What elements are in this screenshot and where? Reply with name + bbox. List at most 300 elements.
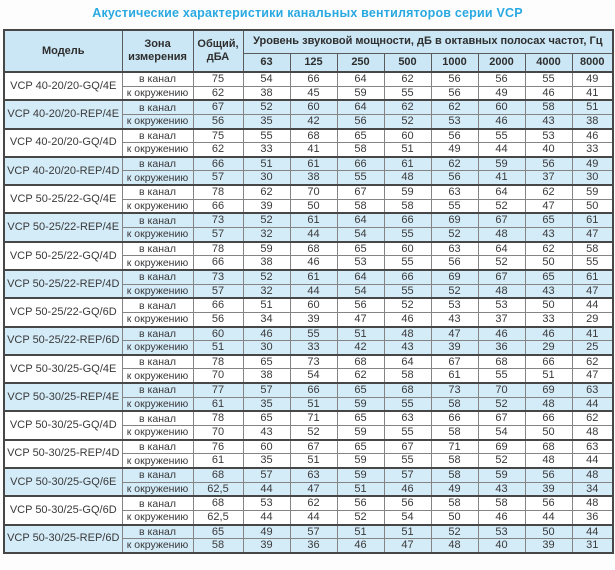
total-dba-cell: 68 [193, 468, 243, 482]
level-cell: 62 [525, 185, 572, 199]
level-cell: 39 [243, 199, 290, 213]
level-cell: 47 [337, 312, 384, 326]
level-cell: 61 [572, 270, 613, 284]
level-cell: 62 [243, 185, 290, 199]
level-cell: 59 [337, 397, 384, 411]
level-cell: 44 [572, 397, 613, 411]
level-cell: 43 [525, 228, 572, 242]
fan-row-in-duct [4, 440, 613, 454]
level-cell: 59 [243, 242, 290, 256]
level-cell: 58 [431, 468, 478, 482]
level-cell: 52 [478, 199, 525, 213]
total-dba-cell: 61 [193, 454, 243, 468]
total-dba-cell: 75 [193, 72, 243, 86]
level-cell: 46 [572, 129, 613, 143]
model-cell: VCP 50-30/25-REP/6D [4, 525, 122, 553]
level-cell: 70 [290, 185, 337, 199]
level-cell: 56 [431, 86, 478, 100]
level-cell: 58 [431, 454, 478, 468]
model-cell: VCP 50-30/25-GQ/6E [4, 468, 122, 496]
zone-cell: в канал [122, 298, 193, 312]
zone-cell: в канал [122, 440, 193, 454]
level-cell: 46 [243, 327, 290, 341]
level-cell: 69 [478, 440, 525, 454]
level-cell: 39 [525, 482, 572, 496]
zone-cell: в канал [122, 185, 193, 199]
level-cell: 54 [384, 510, 431, 524]
level-cell: 33 [290, 341, 337, 355]
model-cell: VCP 50-30/25-GQ/6D [4, 496, 122, 524]
level-cell: 55 [384, 256, 431, 270]
level-cell: 58 [431, 397, 478, 411]
level-cell: 51 [384, 525, 431, 539]
level-cell: 52 [431, 525, 478, 539]
fan-row-in-duct [4, 185, 613, 199]
model-cell: VCP 50-30/25-GQ/4E [4, 355, 122, 383]
level-cell: 48 [572, 426, 613, 440]
level-cell: 52 [337, 510, 384, 524]
level-cell: 69 [431, 270, 478, 284]
level-cell: 62 [431, 100, 478, 114]
level-cell: 38 [572, 114, 613, 128]
level-cell: 70 [478, 383, 525, 397]
level-cell: 55 [243, 129, 290, 143]
level-cell: 63 [572, 440, 613, 454]
level-cell: 73 [290, 355, 337, 369]
level-cell: 48 [431, 539, 478, 553]
header-freq-63: 63 [243, 53, 290, 72]
level-cell: 62 [290, 496, 337, 510]
level-cell: 46 [290, 256, 337, 270]
level-cell: 66 [431, 411, 478, 425]
model-cell: VCP 50-25/22-GQ/4D [4, 242, 122, 270]
model-cell: VCP 40-20/20-REP/4D [4, 157, 122, 185]
level-cell: 55 [525, 72, 572, 86]
level-cell: 46 [478, 327, 525, 341]
total-dba-cell: 62 [193, 143, 243, 157]
level-cell: 62 [572, 411, 613, 425]
total-dba-cell: 66 [193, 199, 243, 213]
level-cell: 65 [337, 129, 384, 143]
level-cell: 67 [337, 185, 384, 199]
level-cell: 56 [431, 129, 478, 143]
total-dba-cell: 61 [193, 397, 243, 411]
total-dba-cell: 62 [193, 86, 243, 100]
level-cell: 51 [290, 397, 337, 411]
level-cell: 65 [243, 355, 290, 369]
level-cell: 55 [384, 397, 431, 411]
level-cell: 43 [431, 312, 478, 326]
total-dba-cell: 68 [193, 496, 243, 510]
level-cell: 68 [337, 355, 384, 369]
model-cell: VCP 50-25/22-REP/4D [4, 270, 122, 298]
level-cell: 39 [525, 539, 572, 553]
level-cell: 66 [290, 72, 337, 86]
model-cell: VCP 50-25/22-GQ/6D [4, 298, 122, 326]
level-cell: 65 [525, 213, 572, 227]
level-cell: 51 [243, 298, 290, 312]
level-cell: 68 [290, 242, 337, 256]
level-cell: 67 [478, 270, 525, 284]
level-cell: 67 [384, 440, 431, 454]
level-cell: 54 [290, 369, 337, 383]
level-cell: 58 [431, 496, 478, 510]
level-cell: 44 [525, 510, 572, 524]
level-cell: 57 [243, 468, 290, 482]
level-cell: 53 [478, 298, 525, 312]
level-cell: 59 [384, 185, 431, 199]
model-cell: VCP 50-25/22-REP/6D [4, 327, 122, 355]
total-dba-cell: 57 [193, 228, 243, 242]
level-cell: 57 [243, 383, 290, 397]
level-cell: 46 [525, 327, 572, 341]
level-cell: 62 [384, 100, 431, 114]
zone-cell: в канал [122, 355, 193, 369]
level-cell: 71 [431, 440, 478, 454]
total-dba-cell: 62,5 [193, 482, 243, 496]
level-cell: 61 [431, 369, 478, 383]
level-cell: 59 [337, 468, 384, 482]
acoustic-characteristics-table [3, 29, 614, 554]
level-cell: 39 [290, 312, 337, 326]
level-cell: 36 [478, 341, 525, 355]
fan-row-in-duct [4, 355, 613, 369]
model-cell: VCP 50-30/25-GQ/4D [4, 411, 122, 439]
level-cell: 64 [337, 270, 384, 284]
level-cell: 63 [431, 185, 478, 199]
level-cell: 61 [572, 213, 613, 227]
level-cell: 43 [478, 482, 525, 496]
level-cell: 61 [290, 213, 337, 227]
level-cell: 44 [478, 143, 525, 157]
level-cell: 62 [384, 72, 431, 86]
level-cell: 51 [290, 454, 337, 468]
total-dba-cell: 62,5 [193, 510, 243, 524]
zone-cell: в канал [122, 270, 193, 284]
level-cell: 48 [478, 284, 525, 298]
total-dba-cell: 66 [193, 157, 243, 171]
level-cell: 55 [337, 171, 384, 185]
level-cell: 59 [478, 468, 525, 482]
level-cell: 65 [337, 440, 384, 454]
total-dba-cell: 78 [193, 411, 243, 425]
level-cell: 55 [384, 228, 431, 242]
zone-cell: к окружению [122, 510, 193, 524]
level-cell: 66 [384, 270, 431, 284]
level-cell: 67 [478, 213, 525, 227]
total-dba-cell: 78 [193, 185, 243, 199]
fan-row-in-duct [4, 213, 613, 227]
level-cell: 65 [525, 270, 572, 284]
level-cell: 64 [478, 185, 525, 199]
level-cell: 50 [572, 199, 613, 213]
level-cell: 53 [431, 114, 478, 128]
level-cell: 44 [243, 510, 290, 524]
level-cell: 60 [243, 440, 290, 454]
level-cell: 55 [478, 129, 525, 143]
level-cell: 69 [431, 213, 478, 227]
header-freq-2000: 2000 [478, 53, 525, 72]
level-cell: 68 [384, 383, 431, 397]
total-dba-cell: 51 [193, 341, 243, 355]
level-cell: 49 [243, 525, 290, 539]
header-freq-125: 125 [290, 53, 337, 72]
level-cell: 33 [572, 143, 613, 157]
level-cell: 52 [431, 284, 478, 298]
total-dba-cell: 66 [193, 256, 243, 270]
zone-cell: к окружению [122, 284, 193, 298]
level-cell: 33 [243, 143, 290, 157]
level-cell: 51 [572, 100, 613, 114]
total-dba-cell: 75 [193, 129, 243, 143]
level-cell: 60 [384, 242, 431, 256]
level-cell: 30 [243, 171, 290, 185]
level-cell: 65 [337, 383, 384, 397]
level-cell: 56 [337, 114, 384, 128]
level-cell: 42 [290, 114, 337, 128]
level-cell: 52 [243, 213, 290, 227]
level-cell: 58 [525, 100, 572, 114]
fan-row-in-duct [4, 383, 613, 397]
level-cell: 60 [478, 100, 525, 114]
level-cell: 65 [337, 411, 384, 425]
level-cell: 67 [478, 411, 525, 425]
level-cell: 52 [243, 270, 290, 284]
level-cell: 52 [478, 256, 525, 270]
level-cell: 57 [290, 525, 337, 539]
level-cell: 52 [384, 298, 431, 312]
level-cell: 52 [478, 454, 525, 468]
level-cell: 29 [572, 312, 613, 326]
zone-cell: в канал [122, 72, 193, 86]
level-cell: 58 [431, 426, 478, 440]
level-cell: 63 [384, 411, 431, 425]
level-cell: 44 [572, 454, 613, 468]
level-cell: 38 [290, 171, 337, 185]
level-cell: 51 [337, 327, 384, 341]
model-cell: VCP 40-20/20-GQ/4E [4, 72, 122, 100]
level-cell: 64 [337, 100, 384, 114]
level-cell: 47 [290, 482, 337, 496]
level-cell: 44 [572, 298, 613, 312]
level-cell: 64 [337, 72, 384, 86]
level-cell: 50 [525, 298, 572, 312]
total-dba-cell: 65 [193, 525, 243, 539]
level-cell: 59 [337, 86, 384, 100]
level-cell: 35 [243, 114, 290, 128]
level-cell: 65 [243, 411, 290, 425]
level-cell: 47 [384, 539, 431, 553]
zone-cell: к окружению [122, 369, 193, 383]
level-cell: 57 [384, 468, 431, 482]
level-cell: 44 [572, 525, 613, 539]
level-cell: 44 [290, 284, 337, 298]
level-cell: 34 [572, 482, 613, 496]
zone-cell: в канал [122, 327, 193, 341]
level-cell: 41 [572, 327, 613, 341]
header-freq-4000: 4000 [525, 53, 572, 72]
level-cell: 60 [290, 298, 337, 312]
level-cell: 44 [290, 228, 337, 242]
level-cell: 36 [572, 510, 613, 524]
zone-cell: к окружению [122, 454, 193, 468]
total-dba-cell: 56 [193, 114, 243, 128]
level-cell: 58 [337, 199, 384, 213]
level-cell: 38 [243, 86, 290, 100]
level-cell: 53 [243, 496, 290, 510]
model-cell: VCP 50-30/25-REP/4E [4, 383, 122, 411]
zone-cell: в канал [122, 496, 193, 510]
level-cell: 66 [384, 213, 431, 227]
header-freq-1000: 1000 [431, 53, 478, 72]
level-cell: 62 [525, 242, 572, 256]
total-dba-cell: 57 [193, 284, 243, 298]
level-cell: 59 [337, 426, 384, 440]
fan-row-in-duct [4, 72, 613, 86]
level-cell: 51 [525, 369, 572, 383]
zone-cell: в канал [122, 468, 193, 482]
total-dba-cell: 58 [193, 539, 243, 553]
level-cell: 56 [431, 171, 478, 185]
level-cell: 44 [243, 482, 290, 496]
fan-row-in-duct [4, 525, 613, 539]
level-cell: 58 [384, 369, 431, 383]
zone-cell: к окружению [122, 143, 193, 157]
fan-row-in-duct [4, 298, 613, 312]
zone-cell: в канал [122, 100, 193, 114]
level-cell: 56 [525, 468, 572, 482]
level-cell: 48 [572, 468, 613, 482]
level-cell: 61 [290, 270, 337, 284]
zone-cell: к окружению [122, 114, 193, 128]
total-dba-cell: 67 [193, 100, 243, 114]
level-cell: 56 [431, 256, 478, 270]
level-cell: 68 [525, 440, 572, 454]
level-cell: 46 [337, 539, 384, 553]
level-cell: 43 [525, 284, 572, 298]
level-cell: 48 [384, 171, 431, 185]
level-cell: 47 [525, 199, 572, 213]
level-cell: 49 [572, 157, 613, 171]
level-cell: 52 [384, 114, 431, 128]
level-cell: 68 [478, 355, 525, 369]
level-cell: 55 [478, 369, 525, 383]
level-cell: 47 [572, 369, 613, 383]
total-dba-cell: 78 [193, 355, 243, 369]
level-cell: 55 [384, 284, 431, 298]
header-freq-500: 500 [384, 53, 431, 72]
level-cell: 55 [431, 199, 478, 213]
fan-row-in-duct [4, 270, 613, 284]
level-cell: 54 [243, 72, 290, 86]
zone-cell: к окружению [122, 199, 193, 213]
level-cell: 56 [431, 72, 478, 86]
level-cell: 50 [290, 199, 337, 213]
level-cell: 50 [525, 426, 572, 440]
fan-row-in-duct [4, 496, 613, 510]
level-cell: 52 [478, 397, 525, 411]
level-cell: 29 [525, 341, 572, 355]
zone-cell: к окружению [122, 397, 193, 411]
level-cell: 60 [290, 100, 337, 114]
table-body [4, 72, 613, 553]
header-freq-250: 250 [337, 53, 384, 72]
level-cell: 59 [478, 157, 525, 171]
level-cell: 52 [290, 426, 337, 440]
zone-cell: в канал [122, 383, 193, 397]
level-cell: 56 [384, 496, 431, 510]
level-cell: 67 [431, 355, 478, 369]
level-cell: 35 [243, 397, 290, 411]
level-cell: 49 [478, 86, 525, 100]
model-cell: VCP 40-20/20-REP/4E [4, 100, 122, 128]
level-cell: 63 [431, 242, 478, 256]
level-cell: 65 [337, 242, 384, 256]
total-dba-cell: 66 [193, 298, 243, 312]
level-cell: 58 [337, 143, 384, 157]
zone-cell: к окружению [122, 341, 193, 355]
level-cell: 56 [337, 298, 384, 312]
level-cell: 49 [431, 143, 478, 157]
total-dba-cell: 70 [193, 426, 243, 440]
level-cell: 43 [525, 114, 572, 128]
level-cell: 67 [290, 440, 337, 454]
level-cell: 46 [384, 482, 431, 496]
level-cell: 61 [290, 157, 337, 171]
header-model: Модель [4, 30, 122, 72]
level-cell: 58 [384, 199, 431, 213]
level-cell: 41 [478, 171, 525, 185]
total-dba-cell: 77 [193, 383, 243, 397]
level-cell: 47 [431, 327, 478, 341]
zone-cell: в канал [122, 213, 193, 227]
level-cell: 51 [337, 482, 384, 496]
fan-row-in-duct [4, 411, 613, 425]
total-dba-cell: 73 [193, 270, 243, 284]
level-cell: 39 [243, 539, 290, 553]
total-dba-cell: 57 [193, 171, 243, 185]
level-cell: 56 [337, 496, 384, 510]
level-cell: 71 [290, 411, 337, 425]
level-cell: 32 [243, 228, 290, 242]
total-dba-cell: 76 [193, 440, 243, 454]
header-octave-bands: Уровень звуковой мощности, дБ в октавных полосах частот, Гц [243, 30, 613, 53]
level-cell: 43 [243, 426, 290, 440]
zone-cell: к окружению [122, 539, 193, 553]
total-dba-cell: 60 [193, 327, 243, 341]
level-cell: 25 [572, 341, 613, 355]
zone-cell: к окружению [122, 312, 193, 326]
level-cell: 46 [525, 86, 572, 100]
level-cell: 62 [431, 157, 478, 171]
fan-row-in-duct [4, 157, 613, 171]
zone-cell: к окружению [122, 86, 193, 100]
level-cell: 37 [478, 312, 525, 326]
level-cell: 36 [290, 539, 337, 553]
level-cell: 33 [525, 312, 572, 326]
zone-cell: к окружению [122, 228, 193, 242]
level-cell: 50 [525, 256, 572, 270]
level-cell: 39 [431, 341, 478, 355]
level-cell: 51 [337, 525, 384, 539]
level-cell: 40 [525, 143, 572, 157]
level-cell: 63 [290, 468, 337, 482]
level-cell: 48 [525, 397, 572, 411]
zone-cell: к окружению [122, 171, 193, 185]
level-cell: 55 [290, 327, 337, 341]
model-cell: VCP 50-25/22-GQ/4E [4, 185, 122, 213]
level-cell: 64 [337, 213, 384, 227]
